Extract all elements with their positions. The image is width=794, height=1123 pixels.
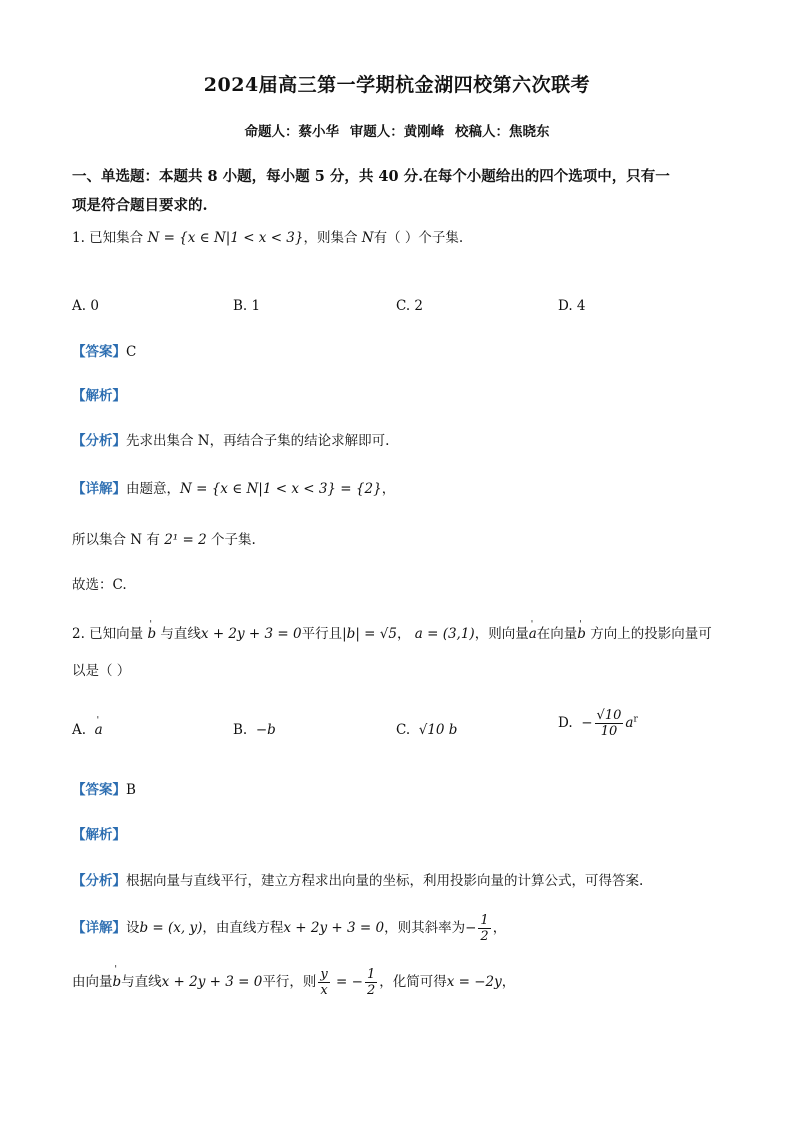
q2-option-c <box>396 720 457 740</box>
q2-l2-text3: 平行，则 <box>262 974 317 990</box>
q1-option-d: D. 4 <box>558 298 586 314</box>
q2-stem-line1 <box>72 624 712 644</box>
q2-fenxi <box>72 871 643 891</box>
author-reviewer: 审题人：黄刚峰 <box>349 124 445 140</box>
q1-detail-expression: N = {x ∈ N|1 < x < 3} = {2} <box>180 481 382 497</box>
q2-option-d-label: D. <box>558 715 573 731</box>
q2-vector-b-2: ' b <box>577 624 586 644</box>
q2-ratio-equals: = − <box>331 974 363 990</box>
q1-subsets-text2: 个子集. <box>206 532 256 548</box>
section-heading-line1: 一、单选题：本题共 8 小题，每小题 5 分，共 40 分.在每个小题给出的四个选项中，只有一 <box>72 168 670 185</box>
q2-l2-text4: ，化简可得 <box>379 974 447 990</box>
q2-option-b-label: B. <box>233 722 248 738</box>
q2-l2-result-expression: x = −2y <box>446 974 502 990</box>
q2-norm-expression: |b| = √5 <box>342 626 397 642</box>
q1-option-a: A. 0 <box>72 298 99 314</box>
q2-ratio-rhs-fraction <box>365 967 377 998</box>
q1-detail-text2: ， <box>381 481 396 497</box>
q1-stem-text2: ，则集合 <box>303 230 358 246</box>
q1-analysis-tag <box>72 386 126 406</box>
q2-stem-text5: 在向量 <box>536 626 578 642</box>
q1-stem-text3: 有（ ）个子集. <box>373 230 464 246</box>
q2-option-d-fraction <box>595 708 624 739</box>
q2-option-b <box>233 720 276 740</box>
q2-vector-a-expression: a = (3,1) <box>414 626 475 642</box>
q2-stem-text: 2. 已知向量 <box>72 626 144 642</box>
q2-detail-text: 设 <box>126 920 140 936</box>
q2-ratio-rhs-numerator: 1 <box>366 967 376 982</box>
q2-stem-text3: 平行且 <box>301 626 343 642</box>
q2-answer-tag: 【答案】 <box>72 782 126 798</box>
q2-fenxi-label: 【分析】 <box>72 873 126 889</box>
q1-set-symbol: N <box>361 230 374 246</box>
q2-ratio-rhs-denominator: 2 <box>366 983 376 998</box>
q1-detail-text: 由题意， <box>126 481 180 497</box>
q2-l2-line-expression: x + 2y + 3 = 0 <box>161 974 263 990</box>
q2-vector-b: ' b <box>147 624 156 644</box>
q2-stem-text2: 与直线 <box>160 626 201 642</box>
q1-answer-value: C <box>126 344 137 360</box>
q1-choose: 故选：C. <box>72 577 127 593</box>
q2-slope-sign: − <box>465 920 477 936</box>
q2-stem-text6: 方向上的投影向量可 <box>590 626 712 642</box>
section-heading-line2: 项是符合题目要求的. <box>72 197 208 214</box>
q1-fenxi <box>72 431 389 451</box>
author-proofreader: 校稿人：焦晓东 <box>454 124 550 140</box>
document-title: 2024届高三第一学期杭金湖四校第六次联考 <box>203 74 591 96</box>
q1-subsets-line <box>72 530 256 550</box>
q2-option-a-label: A. <box>72 722 87 738</box>
q2-l2-text: 由向量 <box>72 974 113 990</box>
q1-fenxi-label: 【分析】 <box>72 433 126 449</box>
q2-line-expression: x + 2y + 3 = 0 <box>200 626 302 642</box>
q1-fenxi-text: 先求出集合 N，再结合子集的结论求解即可. <box>126 433 390 449</box>
q2-ratio-numerator: y <box>320 967 328 982</box>
q2-option-c-label: C. <box>396 722 411 738</box>
q2-detail-text2: ，由直线方程 <box>202 920 284 936</box>
q2-fenxi-text: 根据向量与直线平行，建立方程求出向量的坐标，利用投影向量的计算公式，可得答案. <box>126 873 644 889</box>
q2-ratio-denominator: x <box>320 983 328 998</box>
q1-stem <box>72 228 463 248</box>
q2-detail-b-expression: b = (x, y) <box>139 920 203 936</box>
q2-option-d <box>558 708 638 739</box>
q1-stem-text: 1. 已知集合 <box>72 230 144 246</box>
q2-detail-label: 【详解】 <box>72 920 126 936</box>
q2-detail-comma: ， <box>492 920 507 936</box>
q2-detail-line2 <box>72 967 515 998</box>
q2-analysis-label: 【解析】 <box>72 827 126 843</box>
q1-detail <box>72 479 395 499</box>
q1-answer <box>72 342 136 362</box>
q2-option-a <box>72 720 103 740</box>
q2-option-b-value: −b <box>255 722 276 738</box>
authors-line <box>0 120 794 140</box>
q2-analysis-tag <box>72 825 126 845</box>
q2-option-d-numerator: √10 <box>596 708 622 723</box>
q2-answer <box>72 780 136 800</box>
q1-detail-label: 【详解】 <box>72 481 126 497</box>
q2-detail-line1 <box>72 913 506 944</box>
q2-l2-comma: ， <box>501 974 516 990</box>
q2-option-d-mark: r <box>633 714 638 725</box>
q2-option-a-value: ' a <box>95 720 103 740</box>
q1-answer-tag: 【答案】 <box>72 344 126 360</box>
q2-slope-denominator: 2 <box>480 929 489 944</box>
q1-subsets-text: 所以集合 N 有 <box>72 532 165 548</box>
q2-option-d-variable: a <box>625 715 634 731</box>
author-setter: 命题人：蔡小华 <box>244 124 340 140</box>
q2-l2-text2: 与直线 <box>121 974 162 990</box>
q2-option-c-value: √10 b <box>418 722 458 738</box>
q1-analysis-label: 【解析】 <box>72 388 126 404</box>
q1-set-expression: N = {x ∈ N|1 < x < 3} <box>147 230 304 246</box>
q2-answer-value: B <box>126 782 136 798</box>
q1-option-c: C. 2 <box>396 298 424 314</box>
q2-slope-fraction <box>478 913 490 944</box>
q2-stem-line2: 以是（ ） <box>72 663 131 679</box>
q2-stem-comma: ， <box>396 626 411 642</box>
q2-vector-a: ' a <box>529 624 537 644</box>
q2-detail-text3: ，则其斜率为 <box>384 920 466 936</box>
q2-option-d-sign: − <box>581 715 593 731</box>
q1-option-b: B. 1 <box>233 298 261 314</box>
q2-detail-line-expression: x + 2y + 3 = 0 <box>283 920 385 936</box>
q2-ratio-fraction <box>318 967 329 998</box>
section-heading <box>72 162 722 220</box>
q1-subsets-expression: 2¹ = 2 <box>164 532 207 548</box>
q2-l2-vector-b: ' b <box>113 974 122 990</box>
q2-slope-numerator: 1 <box>480 913 489 928</box>
q2-stem-text4: ，则向量 <box>474 626 529 642</box>
q2-option-d-denominator: 10 <box>600 724 618 739</box>
